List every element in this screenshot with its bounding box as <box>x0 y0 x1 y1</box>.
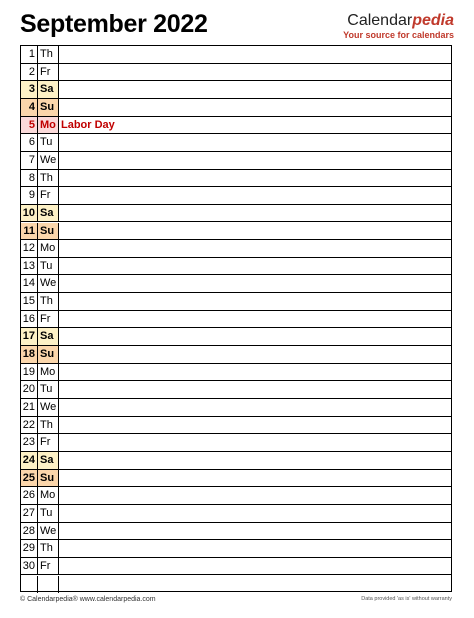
day-of-week: Sa <box>38 81 59 98</box>
calendar-row <box>21 523 451 541</box>
brand-name-part2: pedia <box>412 12 454 29</box>
day-number: 22 <box>21 417 38 434</box>
day-of-week <box>38 576 59 594</box>
day-of-week: Tu <box>38 134 59 151</box>
day-number: 4 <box>21 99 38 116</box>
day-of-week: Fr <box>38 64 59 81</box>
day-note <box>61 293 451 310</box>
page-title: September 2022 <box>20 10 208 38</box>
day-note <box>61 64 451 81</box>
calendar-row <box>21 558 451 576</box>
calendar-row <box>21 540 451 558</box>
calendar-row <box>21 328 451 346</box>
day-of-week: Mo <box>38 240 59 257</box>
day-number: 13 <box>21 258 38 275</box>
day-of-week: Mo <box>38 117 59 134</box>
brand-name <box>343 12 454 30</box>
day-note <box>61 223 451 240</box>
calendar-row <box>21 275 451 293</box>
brand-name-part1: Calendar <box>347 12 413 29</box>
calendar-row <box>21 170 451 188</box>
calendar-row <box>21 117 451 135</box>
day-note <box>61 470 451 487</box>
day-note <box>61 558 451 575</box>
day-of-week: Su <box>38 99 59 116</box>
calendar-row <box>21 205 451 223</box>
day-number: 1 <box>21 46 38 63</box>
day-note <box>61 364 451 381</box>
calendar-row <box>21 470 451 488</box>
day-of-week: Sa <box>38 205 59 222</box>
day-of-week: Fr <box>38 311 59 328</box>
day-note <box>61 99 451 116</box>
day-number: 3 <box>21 81 38 98</box>
calendar-row <box>21 223 451 241</box>
day-note <box>61 258 451 275</box>
day-number: 9 <box>21 187 38 204</box>
day-of-week: Th <box>38 540 59 557</box>
day-note <box>61 346 451 363</box>
day-of-week: Su <box>38 223 59 240</box>
calendar-row <box>21 576 451 594</box>
day-note <box>61 205 451 222</box>
day-note <box>61 170 451 187</box>
day-note <box>61 152 451 169</box>
day-of-week: We <box>38 275 59 292</box>
calendar-row <box>21 505 451 523</box>
calendar-row <box>21 134 451 152</box>
day-note <box>61 275 451 292</box>
calendar-row <box>21 64 451 82</box>
day-note <box>61 434 451 451</box>
day-number: 19 <box>21 364 38 381</box>
day-number: 25 <box>21 470 38 487</box>
calendar-row <box>21 99 451 117</box>
day-of-week: We <box>38 152 59 169</box>
day-number: 12 <box>21 240 38 257</box>
day-note <box>61 328 451 345</box>
day-note <box>61 134 451 151</box>
day-note <box>61 399 451 416</box>
calendar-row <box>21 81 451 99</box>
day-note <box>61 487 451 504</box>
day-note <box>61 417 451 434</box>
day-note <box>61 81 451 98</box>
day-of-week: Su <box>38 470 59 487</box>
brand-logo <box>343 12 454 41</box>
day-of-week: Fr <box>38 558 59 575</box>
day-number: 27 <box>21 505 38 522</box>
day-note <box>61 452 451 469</box>
day-number: 18 <box>21 346 38 363</box>
day-of-week: We <box>38 523 59 540</box>
day-of-week: Sa <box>38 452 59 469</box>
calendar-row <box>21 240 451 258</box>
day-number: 24 <box>21 452 38 469</box>
calendar-row <box>21 152 451 170</box>
day-of-week: Sa <box>38 328 59 345</box>
brand-tagline: Your source for calendars <box>343 30 454 40</box>
day-number: 17 <box>21 328 38 345</box>
day-note <box>61 381 451 398</box>
day-note <box>61 187 451 204</box>
day-note <box>61 505 451 522</box>
calendar-row <box>21 364 451 382</box>
day-number: 5 <box>21 117 38 134</box>
day-number: 21 <box>21 399 38 416</box>
day-number: 15 <box>21 293 38 310</box>
day-number: 14 <box>21 275 38 292</box>
day-number: 10 <box>21 205 38 222</box>
day-number: 16 <box>21 311 38 328</box>
calendar-row <box>21 452 451 470</box>
day-number: 28 <box>21 523 38 540</box>
calendar-row <box>21 311 451 329</box>
day-of-week: Th <box>38 293 59 310</box>
calendar-row <box>21 258 451 276</box>
day-note <box>61 46 451 63</box>
day-number: 26 <box>21 487 38 504</box>
calendar-row <box>21 46 451 64</box>
day-number: 30 <box>21 558 38 575</box>
day-number: 11 <box>21 223 38 240</box>
calendar-row <box>21 487 451 505</box>
day-of-week: Tu <box>38 505 59 522</box>
day-note <box>61 240 451 257</box>
day-number <box>21 576 38 594</box>
day-of-week: Tu <box>38 258 59 275</box>
day-of-week: We <box>38 399 59 416</box>
calendar-grid <box>20 45 452 592</box>
day-of-week: Fr <box>38 187 59 204</box>
day-of-week: Fr <box>38 434 59 451</box>
calendar-row <box>21 434 451 452</box>
footer-copyright: © Calendarpedia® www.calendarpedia.com <box>20 596 156 603</box>
calendar-row <box>21 417 451 435</box>
day-of-week: Mo <box>38 487 59 504</box>
day-number: 29 <box>21 540 38 557</box>
day-number: 6 <box>21 134 38 151</box>
calendar-row <box>21 346 451 364</box>
day-of-week: Su <box>38 346 59 363</box>
day-number: 2 <box>21 64 38 81</box>
day-number: 20 <box>21 381 38 398</box>
day-number: 8 <box>21 170 38 187</box>
day-note <box>61 523 451 540</box>
calendar-row <box>21 293 451 311</box>
day-of-week: Th <box>38 170 59 187</box>
day-of-week: Th <box>38 46 59 63</box>
day-note: Labor Day <box>61 118 115 131</box>
day-note <box>61 576 451 594</box>
day-of-week: Tu <box>38 381 59 398</box>
day-number: 7 <box>21 152 38 169</box>
day-of-week: Mo <box>38 364 59 381</box>
day-note <box>61 540 451 557</box>
day-note <box>61 311 451 328</box>
footer-disclaimer: Data provided 'as is' without warranty <box>361 596 452 602</box>
day-number: 23 <box>21 434 38 451</box>
calendar-row <box>21 381 451 399</box>
calendar-row <box>21 399 451 417</box>
day-of-week: Th <box>38 417 59 434</box>
calendar-row <box>21 187 451 205</box>
